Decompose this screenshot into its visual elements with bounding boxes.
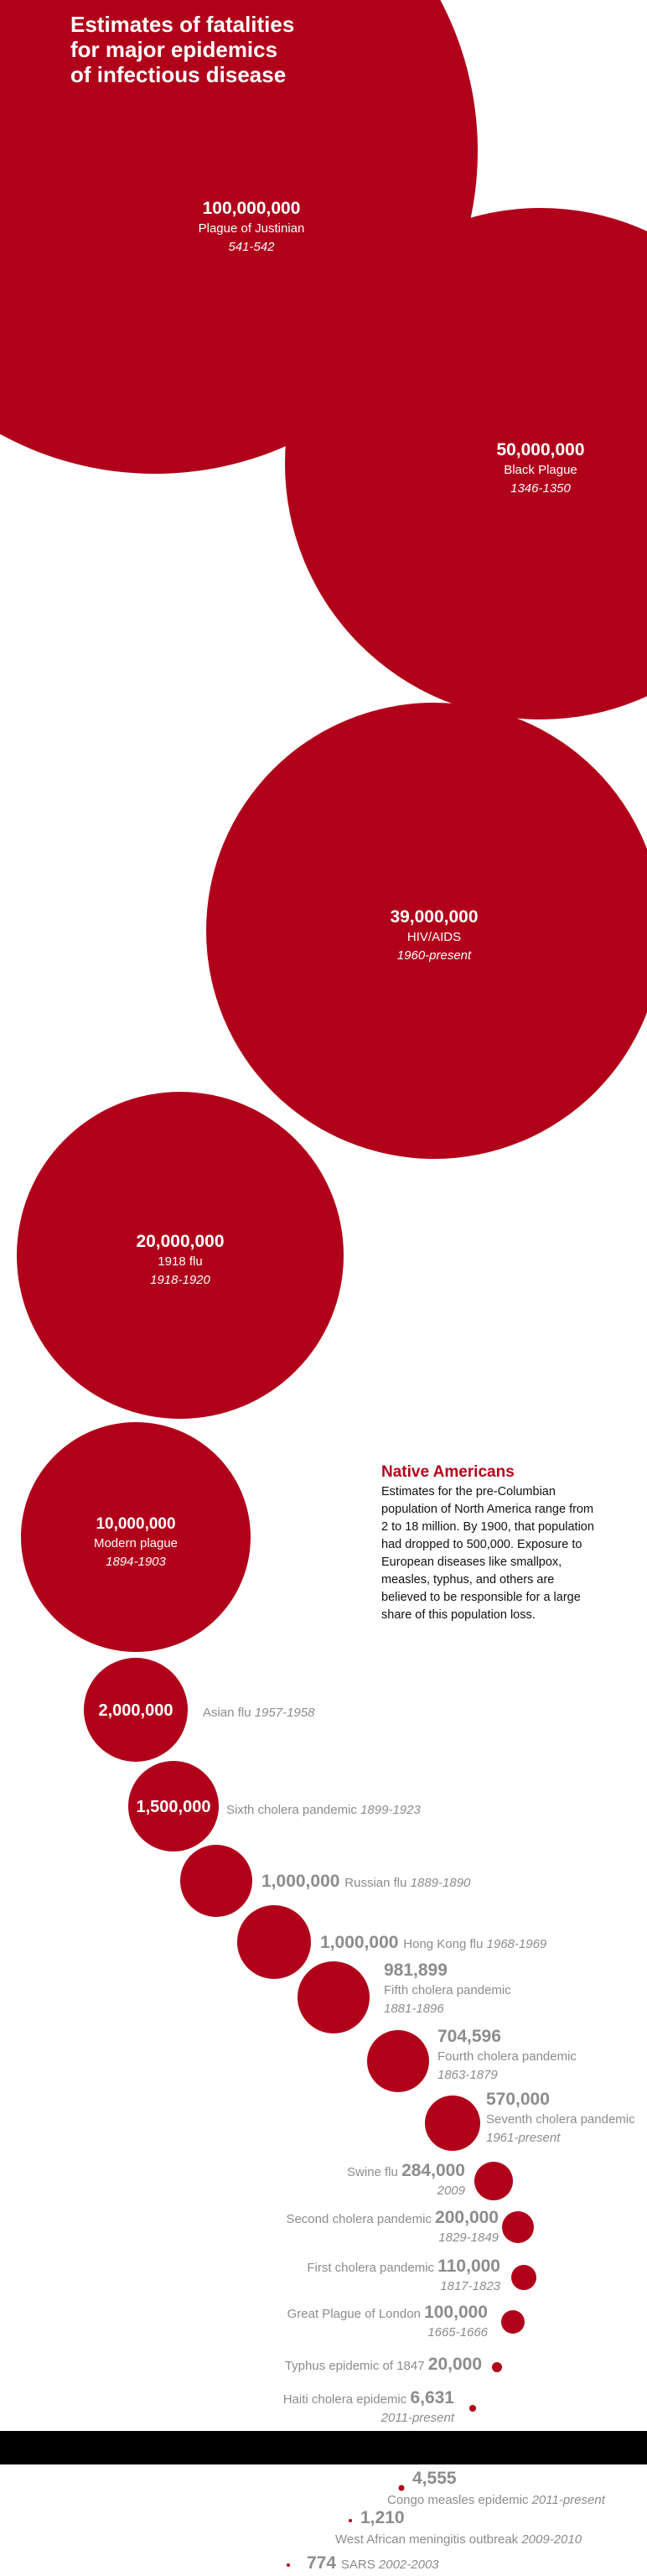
epidemic-10-years: 1863-1879 [437, 2068, 498, 2082]
epidemic-20-value: 1,210 [360, 2508, 405, 2527]
epidemic-5-name: Asian flu 1957-1958 [203, 1706, 315, 1720]
epidemic-20-bubble [349, 2519, 352, 2522]
epidemic-10-name: Fourth cholera pandemic [437, 2049, 577, 2064]
epidemic-9-value: 981,899 [384, 1961, 448, 1980]
epidemic-9-bubble [298, 1961, 370, 2033]
epidemic-7-value: 1,000,000 Russian flu 1889-1890 [261, 1872, 471, 1891]
epidemic-6-value: 1,500,000 [136, 1798, 211, 1816]
epidemic-4-years: 1894-1903 [106, 1555, 166, 1569]
epidemic-12-years: 2009 [437, 2184, 465, 2198]
epidemic-12-bubble [474, 2162, 513, 2200]
epidemic-8-value: 1,000,000 Hong Kong flu 1968-1969 [320, 1933, 547, 1952]
epidemic-17-years: 2011-present [380, 2411, 454, 2425]
epidemic-0-name: Plague of Justinian [198, 221, 305, 236]
epidemic-14-value: First cholera pandemic 110,000 [307, 2257, 500, 2276]
epidemic-4-name: Modern plague [93, 1536, 179, 1550]
epidemic-16-bubble [492, 2362, 502, 2372]
epidemic-19-name: Congo measles epidemic 2011-present [387, 2493, 605, 2507]
epidemic-0-years: 541-542 [228, 240, 275, 254]
epidemic-13-bubble [502, 2211, 534, 2243]
epidemic-15-bubble [501, 2310, 525, 2334]
epidemic-0-value: 100,000,000 [202, 199, 301, 218]
epidemic-15-years: 1665-1666 [427, 2325, 488, 2340]
chart-title [70, 12, 406, 87]
epidemic-10-value: 704,596 [437, 2027, 501, 2046]
epidemic-15-value: Great Plague of London 100,000 [287, 2303, 488, 2322]
epidemic-2-years: 1960-present [396, 948, 472, 963]
epidemic-17-value: Haiti cholera epidemic 6,631 [282, 2388, 454, 2407]
epidemic-2-value: 39,000,000 [390, 907, 479, 927]
epidemic-11-value: 570,000 [486, 2090, 550, 2109]
epidemic-1-years: 1346-1350 [510, 481, 571, 496]
epidemic-12-value: Swine flu 284,000 [347, 2161, 465, 2180]
epidemic-9-years: 1881-1896 [384, 2002, 444, 2016]
epidemic-11-years: 1961-present [486, 2131, 561, 2145]
epidemic-3-years: 1918-1920 [150, 1273, 210, 1287]
epidemic-21-bubble [287, 2563, 290, 2567]
note-body: Estimates for the pre-Columbian population of North America range from 2 to 18 million. By 1900, that population had dropped to 500,000. Exposure to European diseases like smallpox, measles, typhus, and others are believed to be responsible for a large share of this population loss. [381, 1485, 594, 1622]
title-line-2: for major epidemics [70, 37, 278, 62]
epidemic-16-value: Typhus epidemic of 1847 20,000 [284, 2355, 482, 2374]
epidemic-19-value: 4,555 [412, 2469, 457, 2488]
epidemic-5-value: 2,000,000 [98, 1701, 173, 1720]
epidemic-14-years: 1817-1823 [440, 2279, 500, 2293]
epidemic-9-name: Fifth cholera pandemic [384, 1983, 511, 1997]
epidemic-3-name: 1918 flu [158, 1254, 203, 1269]
epidemic-19-bubble [399, 2485, 405, 2491]
epidemic-11-name: Seventh cholera pandemic [486, 2112, 635, 2127]
epidemic-3-value: 20,000,000 [136, 1232, 225, 1251]
epidemic-11-bubble [425, 2096, 480, 2151]
epidemic-2-name: HIV/AIDS [406, 930, 462, 944]
epidemic-6-name: Sixth cholera pandemic 1899-1923 [226, 1803, 421, 1817]
native-americans-note [381, 1462, 599, 1624]
epidemic-7-bubble [180, 1845, 252, 1917]
epidemic-14-bubble [511, 2265, 536, 2290]
epidemic-17-bubble [469, 2405, 476, 2412]
ebola-highlight-band [0, 2431, 647, 2464]
note-title: Native Americans [381, 1463, 515, 1481]
title-line-3: of infectious disease [70, 62, 287, 87]
epidemic-13-years: 1829-1849 [438, 2231, 499, 2245]
epidemic-13-value: Second cholera pandemic 200,000 [286, 2208, 499, 2227]
title-line-1: Estimates of fatalities [70, 12, 295, 37]
epidemic-1-value: 50,000,000 [496, 440, 585, 460]
epidemic-21-value: 774 SARS 2002-2003 [307, 2553, 439, 2573]
epidemic-8-bubble [237, 1905, 311, 1979]
epidemic-1-name: Black Plague [504, 463, 577, 477]
epidemic-10-bubble [367, 2030, 429, 2092]
epidemic-20-name: West African meningitis outbreak 2009-2010 [335, 2532, 582, 2547]
epidemic-4-value: 10,000,000 [96, 1515, 176, 1533]
